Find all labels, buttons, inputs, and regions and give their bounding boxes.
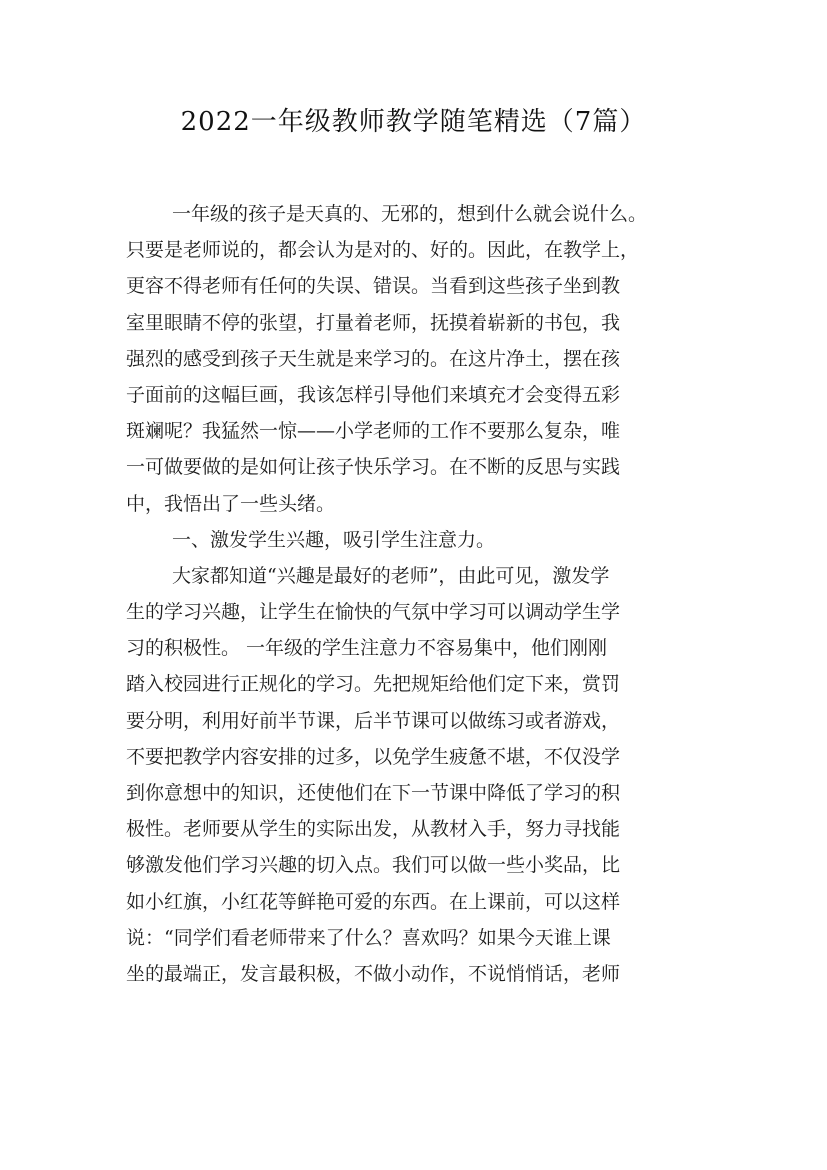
- text-line: 够激发他们学习兴趣的切入点。我们可以做一些小奖品，比: [126, 854, 621, 877]
- text-line: 习的积极性。 一年级的学生注意力不容易集中，他们刚刚: [126, 637, 608, 660]
- text-line: 说：“同学们看老师带来了什么？喜欢吗？如果今天谁上课: [126, 926, 611, 949]
- text-line: 斑斓呢？我猛然一惊——小学老师的工作不要那么复杂，唯: [126, 420, 621, 443]
- text-line: 到你意想中的知识，还使他们在下一节课中降低了学习的积: [126, 782, 621, 804]
- text-line: 室里眼睛不停的张望，打量着老师，抚摸着崭新的书包，我: [126, 311, 621, 334]
- text-line: 极性。老师要从学生的实际出发，从教材入手，努力寻找能: [126, 818, 621, 841]
- text-line: 坐的最端正，发言最积极，不做小动作，不说悄悄话，老师: [126, 962, 621, 985]
- text-line: 生的学习兴趣，让学生在愉快的气氛中学习可以调动学生学: [126, 601, 621, 624]
- text-line: 踏入校园进行正规化的学习。先把规矩给他们定下来，赏罚: [126, 673, 621, 696]
- document-title: 2022一年级教师教学随笔精选（7篇）: [180, 107, 647, 137]
- text-line: 大家都知道“兴趣是最好的老师”，由此可见，激发学: [172, 564, 610, 587]
- text-line: 一可做要做的是如何让孩子快乐学习。在不断的反思与实践: [126, 456, 621, 479]
- text-line: 如小红旗，小红花等鲜艳可爱的东西。在上课前，可以这样: [126, 890, 621, 913]
- text-line: 更容不得老师有任何的失误、错误。当看到这些孩子坐到教: [126, 275, 621, 298]
- text-line: 中，我悟出了一些头绪。: [126, 492, 336, 515]
- document-body: [126, 196, 706, 992]
- text-line: 子面前的这幅巨画，我该怎样引导他们来填充才会变得五彩: [126, 383, 621, 406]
- text-line: 强烈的感受到孩子天生就是来学习的。在这片净土，摆在孩: [126, 347, 621, 370]
- text-line: 一年级的孩子是天真的、无邪的，想到什么就会说什么。: [172, 203, 648, 225]
- text-line: 一、激发学生兴趣，吸引学生注意力。: [172, 528, 496, 551]
- text-line: 只要是老师说的，都会认为是对的、好的。因此，在教学上，: [126, 239, 640, 262]
- text-line: 不要把教学内容安排的过多，以免学生疲惫不堪，不仅没学: [126, 745, 621, 768]
- text-line: 要分明，利用好前半节课，后半节课可以做练习或者游戏，: [126, 709, 621, 732]
